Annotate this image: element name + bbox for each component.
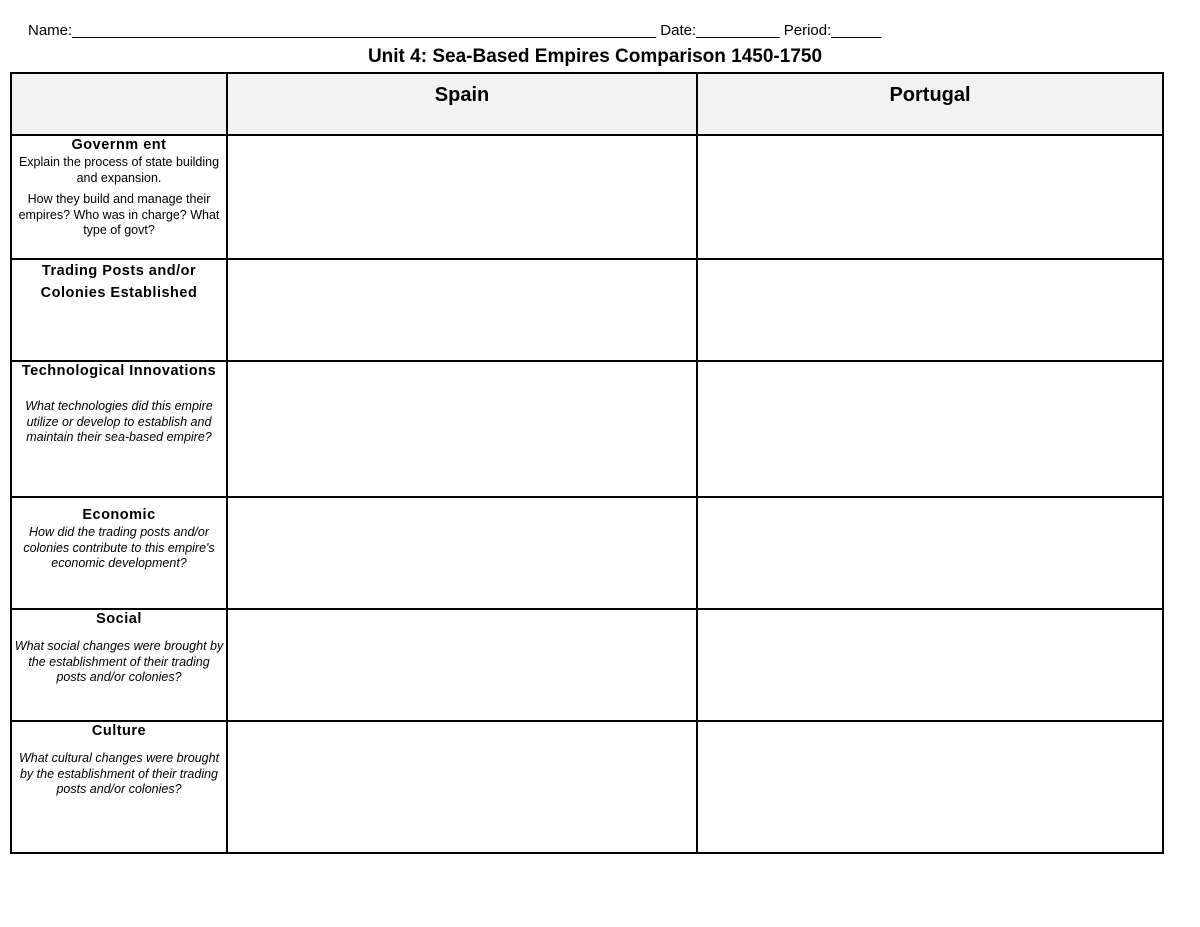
answer-cell-spain-economic[interactable]	[227, 497, 697, 609]
table-row	[11, 497, 1163, 609]
answer-cell-portugal-social[interactable]	[697, 609, 1163, 721]
table-row	[11, 361, 1163, 497]
category-questions: How did the trading posts and/or colonies contribute to this empire's economic development?	[23, 525, 215, 570]
column-header-spain: Spain	[227, 73, 697, 135]
answer-cell-spain-government[interactable]	[227, 135, 697, 259]
category-title: Trading Posts and/or Colonies Established	[40, 263, 198, 301]
category-title: Social	[96, 611, 142, 627]
table-row	[11, 259, 1163, 361]
answer-cell-portugal-government[interactable]	[697, 135, 1163, 259]
row-label-culture	[11, 721, 227, 853]
table-row	[11, 721, 1163, 853]
category-title: Culture	[91, 723, 147, 739]
answer-cell-spain-social[interactable]	[227, 609, 697, 721]
comparison-table	[10, 72, 1164, 854]
table-row	[11, 135, 1163, 259]
page-title: Unit 4: Sea-Based Empires Comparison 1450-1750	[367, 46, 823, 67]
answer-cell-spain-technology[interactable]	[227, 361, 697, 497]
answer-cell-portugal-economic[interactable]	[697, 497, 1163, 609]
table-row	[11, 609, 1163, 721]
category-questions: What social changes were brought by the establishment of their trading posts and/or colonies?	[14, 639, 224, 684]
category-title: Governm ent	[71, 137, 167, 153]
row-label-government	[11, 135, 227, 259]
row-label-economic	[11, 497, 227, 609]
row-label-social	[11, 609, 227, 721]
answer-cell-portugal-technology[interactable]	[697, 361, 1163, 497]
answer-cell-spain-culture[interactable]	[227, 721, 697, 853]
table-header-row	[11, 73, 1163, 135]
column-header-portugal: Portugal	[697, 73, 1163, 135]
corner-cell	[11, 73, 227, 135]
category-questions: What cultural changes were brought by the establishment of their trading posts and/or colonies?	[18, 751, 220, 796]
row-label-trading-posts	[11, 259, 227, 361]
category-questions: How they build and manage their empires? Who was in charge? What type of govt?	[18, 192, 220, 237]
answer-cell-portugal-trading-posts[interactable]	[697, 259, 1163, 361]
category-title: Economic	[82, 507, 156, 523]
category-title: Technological Innovations	[21, 363, 217, 379]
row-label-technological-innovations	[11, 361, 227, 497]
category-questions: What technologies did this empire utilize or develop to establish and maintain their sea-based empire?	[25, 399, 213, 444]
name-date-period-line[interactable]: Name:______________________________________________________________________ Date:__________ Period:______	[28, 22, 882, 39]
answer-cell-spain-trading-posts[interactable]	[227, 259, 697, 361]
answer-cell-portugal-culture[interactable]	[697, 721, 1163, 853]
category-description: Explain the process of state building and expansion.	[18, 155, 220, 185]
